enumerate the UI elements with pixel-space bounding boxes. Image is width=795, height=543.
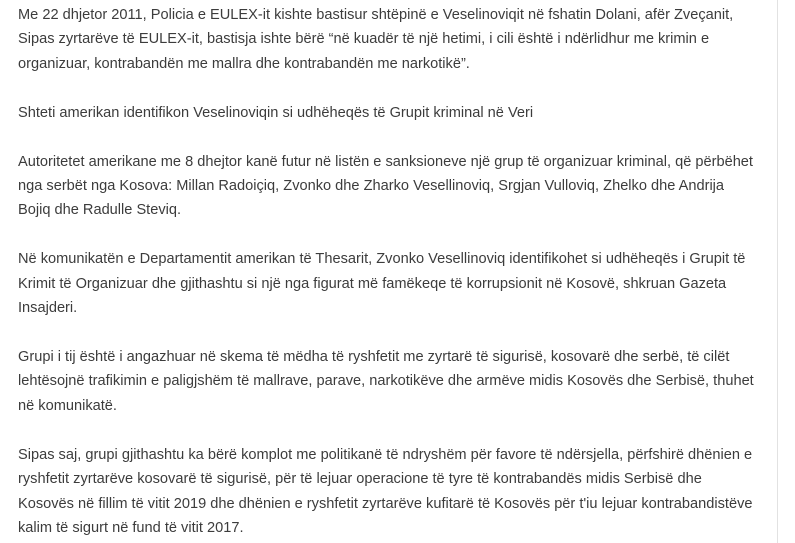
article-paragraph-5: Grupi i tij është i angazhuar në skema të mëdha të ryshfetit me zyrtarë të sigurisë, kosovarë dhe serbë, të cilët lehtësojnë trafikimin e paligjshëm të mallrave, parave, narkotikëve dhe armëve midis Kosovës dhe Serbisë, thuhet në komunikatë. [18,349,754,414]
vertical-scrollbar[interactable] [777,0,795,543]
article-paragraph-4: Në komunikatën e Departamentit amerikan të Thesarit, Zvonko Vesellinoviq identifikohet si udhëheqës i Grupit të Krimit të Organizuar dhe gjithashtu si një nga figurat më famëkeqe të korrupsionit në Kosovë, shkruan Gazeta Insajderi. [18,251,746,317]
article-paragraph-2: Shteti amerikan identifikon Veselinoviqin si udhëheqës të Grupit kriminal në Veri [18,104,534,121]
article-paragraph-6: Sipas saj, grupi gjithashtu ka bërë komplot me politikanë të ndryshëm për favore të ndërsjella, përfshirë dhënien e ryshfetit zyrtarëve kosovarë të sigurisë, për të lejuar operacione të tyre të kontrabandës midis Serbisë dhe Kosovës në fillim të vitit 2019 dhe dhënien e ryshfetit zyrtarëve kufitarë të Kosovës për t'iu lejuar kontrabandistëve kalim të sigurt në fund të vitit 2017. [18,446,753,536]
article-paragraph-3: Autoritetet amerikane me 8 dhejtor kanë futur në listën e sanksioneve një grup të organizuar kriminal, që përbëhet nga serbët nga Kosova: Millan Radoiçiq, Zvonko dhe Zharko Vesellinoviq, Srgjan Vulloviq, Zhelko dhe Andrija Bojiq dhe Radulle Steviq. [18,153,753,219]
article-paragraph-1: Me 22 dhjetor 2011, Policia e EULEX-it kishte bastisur shtëpinë e Veselinoviqit në fshatin Dolani, afër Zveçanit, Sipas zyrtarëve të EULEX-it, bastisja ishte bërë “në kuadër të një hetimi, i cili është i ndërlidhur me krimin e organizuar, kontrabandën me mallra dhe kontrabandën me narkotikë”. [18,7,734,72]
article-body [18,3,760,543]
